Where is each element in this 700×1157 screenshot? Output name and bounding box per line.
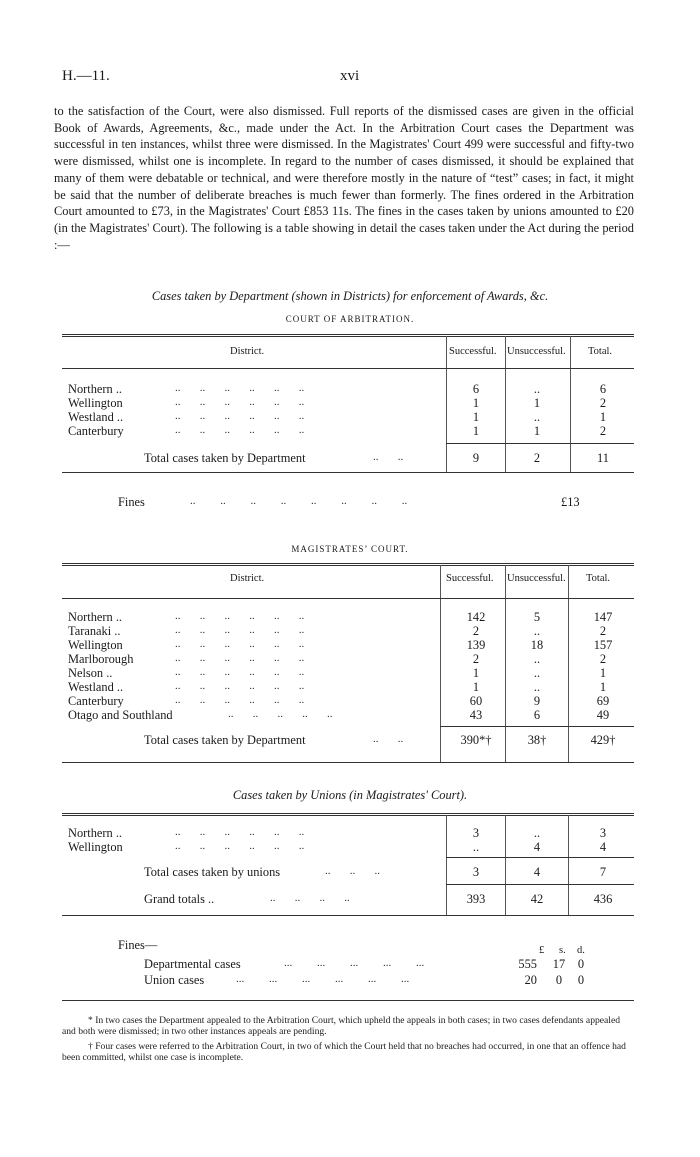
successful-cell: 142 (466, 610, 486, 624)
fines-summary-label: Fines— (118, 938, 158, 952)
magistrates-title: MAGISTRATES’ COURT. (291, 544, 409, 554)
district-cell: Otago and Southland (68, 708, 173, 722)
table-bottom-rule (62, 915, 634, 916)
total-cell: 147 (593, 610, 613, 624)
col-district: District. (230, 573, 265, 584)
column-rule (505, 336, 506, 472)
arbitration-title: COURT OF ARBITRATION. (285, 314, 415, 324)
subtotal-rule (446, 857, 634, 858)
district-cell: Nelson .. (68, 666, 113, 680)
district-cell: Taranaki .. (68, 624, 121, 638)
total-total: 7 (599, 865, 607, 879)
successful-cell: 43 (469, 708, 483, 722)
col-total: Total. (588, 346, 613, 357)
unsuccessful-cell: .. (533, 826, 541, 840)
fines-value: £13 (561, 495, 580, 509)
successful-cell: 1 (472, 666, 480, 680)
total-unsuccessful: 2 (533, 451, 541, 465)
grand-total: 436 (593, 892, 613, 906)
total-cell: 2 (599, 652, 607, 666)
leader-dots: .. .. .. .. .. .. (175, 666, 305, 678)
successful-cell: 2 (472, 624, 480, 638)
leader-dots: ... ... ... ... ... (284, 957, 425, 969)
total-cell: 6 (599, 382, 607, 396)
column-rule (446, 815, 447, 915)
leader-dots: .. .. .. .. .. .. .. .. (190, 495, 408, 507)
total-total: 429† (590, 733, 616, 747)
header-rule (62, 368, 634, 369)
successful-cell: 6 (472, 382, 480, 396)
fines-shillings: 17 (552, 957, 566, 971)
table-bottom-rule (62, 472, 634, 473)
fines-pence: 0 (577, 957, 585, 971)
col-total: Total. (586, 573, 611, 584)
leader-dots: .. .. .. .. .. .. (175, 840, 305, 852)
total-unsuccessful: 38† (527, 733, 547, 747)
district-cell: Northern .. (68, 610, 123, 624)
total-cell: 1 (599, 410, 607, 424)
total-successful: 390*† (460, 733, 492, 747)
fines-row-label: Union cases (144, 973, 205, 987)
subtotal-rule (446, 884, 634, 885)
leader-dots: .. .. .. .. .. .. (175, 624, 305, 636)
district-cell: Wellington (68, 396, 123, 410)
leader-dots: .. .. .. (325, 865, 380, 877)
district-cell: Westland .. (68, 410, 124, 424)
total-cell: 2 (599, 396, 607, 410)
leader-dots: .. .. .. .. .. .. (175, 638, 305, 650)
leader-dots: .. .. .. .. .. .. (175, 826, 305, 838)
leader-dots: .. .. .. .. .. .. (175, 694, 305, 706)
grand-unsuccessful: 42 (530, 892, 544, 906)
leader-dots: .. .. .. .. .. .. (175, 424, 305, 436)
total-successful: 9 (472, 451, 480, 465)
total-cell: 1 (599, 666, 607, 680)
leader-dots: .. .. .. .. .. .. (175, 382, 305, 394)
district-cell: Westland .. (68, 680, 124, 694)
total-cell: 1 (599, 680, 607, 694)
leader-dots: .. .. (373, 733, 404, 745)
leader-dots: .. .. .. .. .. .. (175, 652, 305, 664)
unsuccessful-cell: .. (533, 382, 541, 396)
unsuccessful-cell: 9 (533, 694, 541, 708)
total-cell: 49 (596, 708, 610, 722)
footnote-rule (62, 1000, 634, 1001)
leader-dots: ... ... ... ... ... ... (236, 973, 410, 985)
total-cell: 69 (596, 694, 610, 708)
unsuccessful-cell: .. (533, 652, 541, 666)
leader-dots: .. .. (373, 451, 404, 463)
col-successful: Successful. (446, 573, 494, 584)
total-total: 11 (597, 451, 609, 465)
column-rule (568, 815, 569, 915)
col-district: District. (230, 346, 265, 357)
column-rule (505, 565, 506, 762)
unsuccessful-cell: 1 (533, 424, 541, 438)
table-bottom-rule (62, 762, 634, 763)
unions-total-label: Total cases taken by unions (144, 865, 281, 879)
successful-cell: 2 (472, 652, 480, 666)
total-cell: 2 (599, 624, 607, 638)
successful-cell: .. (472, 840, 480, 854)
successful-cell: 1 (472, 410, 480, 424)
column-rule (446, 336, 447, 472)
fines-pounds: 20 (524, 973, 537, 987)
unsuccessful-cell: 6 (533, 708, 541, 722)
table-top-rule (62, 813, 634, 816)
fines-label: Fines (118, 495, 145, 509)
unions-title: Cases taken by Unions (in Magistrates' Court). (232, 788, 468, 802)
successful-cell: 3 (472, 826, 480, 840)
district-cell: Northern .. (68, 826, 123, 840)
leader-dots: .. .. .. .. .. .. (175, 396, 305, 408)
footnote-dagger: † Four cases were referred to the Arbitration Court, in two of which the Court held that no breaches had occurred, in one that an offence had been committed, whilst one case is incomplete. (62, 1041, 626, 1064)
page-number: xvi (340, 68, 360, 84)
total-cell: 3 (599, 826, 607, 840)
leader-dots: .. .. .. .. .. .. (175, 680, 305, 692)
column-rule (505, 815, 506, 915)
unsuccessful-cell: 18 (530, 638, 544, 652)
subtotal-rule (440, 726, 634, 727)
fines-shillings: 0 (555, 973, 563, 987)
fines-pounds: 555 (518, 957, 537, 971)
district-cell: Canterbury (68, 694, 124, 708)
column-rule (568, 565, 569, 762)
unsuccessful-cell: .. (533, 666, 541, 680)
leader-dots: .. .. .. .. .. (228, 708, 333, 720)
district-cell: Wellington (68, 638, 123, 652)
column-rule (570, 336, 571, 472)
leader-dots: .. .. .. .. (270, 892, 350, 904)
successful-cell: 139 (466, 638, 486, 652)
col-unsuccessful: Unsuccessful. (507, 346, 566, 357)
subtotal-rule (446, 443, 634, 444)
total-label: Total cases taken by Department (144, 733, 306, 747)
section-title: Cases taken by Department (shown in Districts) for enforcement of Awards, &c. (151, 289, 549, 303)
successful-cell: 1 (472, 680, 480, 694)
district-cell: Northern .. (68, 382, 123, 396)
district-cell: Canterbury (68, 424, 124, 438)
table-top-rule (62, 334, 634, 337)
unsuccessful-cell: .. (533, 680, 541, 694)
unsuccessful-cell: 5 (533, 610, 541, 624)
shillings-header: s. (559, 945, 566, 956)
col-unsuccessful: Unsuccessful. (507, 573, 566, 584)
header-rule (62, 598, 634, 599)
leader-dots: .. .. .. .. .. .. (175, 610, 305, 622)
fines-pence: 0 (577, 973, 585, 987)
successful-cell: 1 (472, 424, 480, 438)
table-top-rule (62, 563, 634, 566)
unsuccessful-cell: 1 (533, 396, 541, 410)
district-cell: Wellington (68, 840, 123, 854)
district-cell: Marlborough (68, 652, 134, 666)
page-header-code: H.—11. (62, 68, 110, 84)
grand-total-label: Grand totals .. (144, 892, 215, 906)
total-successful: 3 (472, 865, 480, 879)
grand-successful: 393 (466, 892, 486, 906)
pounds-header: £ (539, 945, 545, 956)
total-cell: 2 (599, 424, 607, 438)
unsuccessful-cell: 4 (533, 840, 541, 854)
total-cell: 4 (599, 840, 607, 854)
pence-header: d. (577, 945, 585, 956)
column-rule (440, 565, 441, 762)
body-paragraph: to the satisfaction of the Court, were also dismissed. Full reports of the dismissed cases are given in the official Book of Awards, Agreements, &c., made under the Act. In the Arbitration Court cases the Department was successful in ten instances, whilst three were dismissed. In the Magistrates' Court 499 were successful and fifty-two were dismissed, whilst one is incomplete. In regard to the number of cases dismissed, it should be explained that many of them were debatable or technical, and were therefore mostly in the nature of “test” cases; in fact, it might be said that the number of deliberate breaches is much fewer than formerly. The fines ordered in the Arbitration Court amounted to £73, in the Magistrates' Court £853 11s. The fines in the cases taken by unions amounted to £20 (in the Magistrates' Court). The following is a table showing in detail the cases taken under the Act during the period :— (54, 104, 634, 252)
fines-row-label: Departmental cases (144, 957, 241, 971)
total-unsuccessful: 4 (533, 865, 541, 879)
col-successful: Successful. (449, 346, 497, 357)
leader-dots: .. .. .. .. .. .. (175, 410, 305, 422)
total-label: Total cases taken by Department (144, 451, 306, 465)
unsuccessful-cell: .. (533, 624, 541, 638)
successful-cell: 1 (472, 396, 480, 410)
unsuccessful-cell: .. (533, 410, 541, 424)
footnote-asterisk: * In two cases the Department appealed to the Arbitration Court, which upheld the appeals in both cases; in two cases defendants appealed and both were dismissed; in two other instances appeals are pending. (62, 1015, 621, 1038)
successful-cell: 60 (469, 694, 483, 708)
total-cell: 157 (593, 638, 613, 652)
